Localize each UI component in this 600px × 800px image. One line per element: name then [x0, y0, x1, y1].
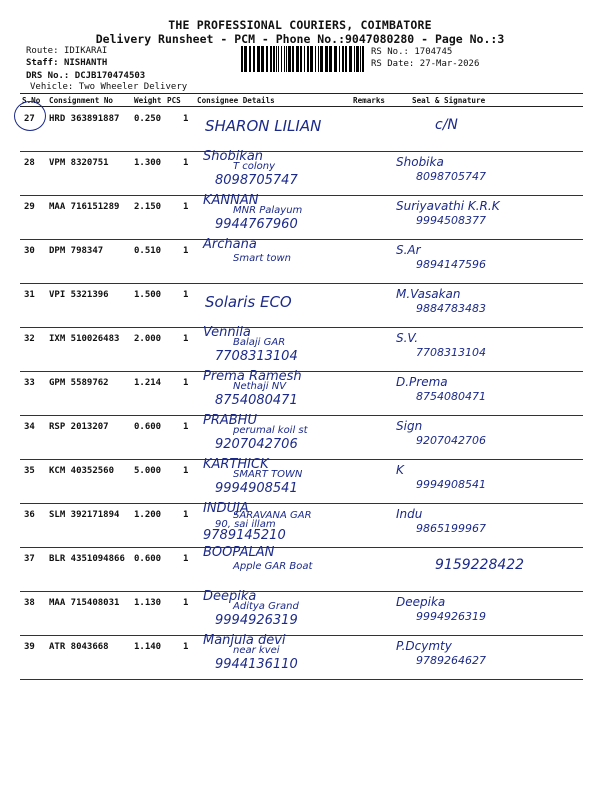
pcs-value: 1 — [183, 334, 189, 344]
vehicle-value: Two Wheeler Delivery — [78, 82, 188, 92]
staff-value: NISHANTH — [63, 58, 108, 68]
consignee-handwriting: Smart town — [233, 253, 291, 264]
consignee-handwriting: KANNAN — [203, 193, 259, 208]
pcs-value: 1 — [183, 598, 189, 608]
consignee-handwriting: T colony — [233, 161, 276, 172]
runsheet-subtitle: Delivery Runsheet - PCM - Phone No.:9047080280 - Page No.:3 — [95, 32, 505, 46]
consignment-number: IXM 510026483 — [49, 334, 120, 344]
header-rule-top — [20, 93, 583, 94]
serial-number: 38 — [24, 598, 35, 608]
table-row — [20, 635, 583, 680]
consignee-handwriting: Manjula devi — [203, 633, 286, 648]
pcs-value: 1 — [183, 378, 189, 388]
consignee-handwriting: Deepika — [203, 589, 257, 604]
serial-number: 29 — [24, 202, 35, 212]
consignee-handwriting: Shobikan — [203, 149, 264, 164]
seal-signature-handwriting: 9159228422 — [435, 557, 525, 573]
seal-signature-handwriting: M.Vasakan — [396, 287, 461, 301]
pcs-value: 1 — [183, 246, 189, 256]
consignee-handwriting: Vennila — [203, 325, 251, 340]
serial-number: 37 — [24, 554, 35, 564]
table-row — [20, 547, 583, 592]
table-row — [20, 591, 583, 636]
consignment-number: MAA 716151289 — [49, 202, 120, 212]
weight-value: 0.600 — [134, 422, 162, 432]
drs-value: DCJB170474503 — [74, 71, 146, 81]
seal-signature-handwriting: 9994926319 — [416, 610, 486, 623]
rs-no-line — [371, 46, 452, 58]
consignment-number: GPM 5589762 — [49, 378, 109, 388]
serial-number: 33 — [24, 378, 35, 388]
table-row — [20, 415, 583, 460]
weight-value: 1.500 — [134, 290, 162, 300]
consignee-handwriting: SMART TOWN — [233, 469, 303, 480]
rs-date-value: 27-Mar-2026 — [419, 59, 480, 69]
consignee-handwriting: KARTHICK — [203, 457, 269, 472]
table-row — [20, 107, 583, 152]
col-pcs: PCS — [167, 96, 181, 105]
seal-signature-handwriting: K — [396, 463, 404, 477]
route-line — [26, 45, 107, 57]
pcs-value: 1 — [183, 642, 189, 652]
drs-label: DRS No.: — [26, 71, 70, 81]
consignee-handwriting: PRABHU — [203, 413, 257, 428]
consignment-number: DPM 798347 — [49, 246, 104, 256]
staff-label: Staff: — [26, 58, 59, 68]
table-row — [20, 195, 583, 240]
weight-value: 1.130 — [134, 598, 162, 608]
consignee-handwriting: SARAVANA GAR — [233, 510, 312, 521]
weight-value: 2.000 — [134, 334, 162, 344]
pcs-value: 1 — [183, 422, 189, 432]
seal-signature-handwriting: Deepika — [396, 595, 446, 609]
weight-value: 2.150 — [134, 202, 162, 212]
consignee-handwriting: 9944767960 — [215, 217, 298, 232]
table-row — [20, 327, 583, 372]
consignee-handwriting: MNR Palayum — [233, 205, 303, 216]
serial-number: 27 — [24, 114, 35, 124]
consignment-number: SLM 392171894 — [49, 510, 120, 520]
consignee-handwriting: Aditya Grand — [233, 601, 299, 612]
barcode-image — [241, 46, 367, 72]
table-row — [20, 283, 583, 328]
pcs-value: 1 — [183, 510, 189, 520]
consignee-handwriting: 7708313104 — [215, 349, 298, 364]
rs-no-value: 1704745 — [414, 47, 453, 57]
consignee-handwriting: Nethaji NV — [233, 381, 287, 392]
consignee-handwriting: 9994908541 — [215, 481, 298, 496]
seal-signature-handwriting: 7708313104 — [416, 346, 486, 359]
table-row — [20, 503, 583, 548]
weight-value: 0.250 — [134, 114, 162, 124]
route-value: IDIKARAI — [63, 46, 108, 56]
consignment-number: ATR 8043668 — [49, 642, 109, 652]
col-weight: Weight — [134, 96, 162, 105]
seal-signature-handwriting: 8098705747 — [416, 170, 486, 183]
serial-number: 28 — [24, 158, 35, 168]
seal-signature-handwriting: D.Prema — [396, 375, 448, 389]
serial-number: 31 — [24, 290, 35, 300]
col-remarks: Remarks — [353, 96, 386, 105]
seal-signature-handwriting: c/N — [435, 117, 458, 133]
route-label: Route: — [26, 46, 59, 56]
runsheet-title: THE PROFESSIONAL COURIERS, COIMBATORE — [168, 18, 432, 32]
seal-signature-handwriting: 9865199967 — [416, 522, 486, 535]
seal-signature-handwriting: Indu — [396, 507, 423, 521]
consignee-handwriting: 9944136110 — [215, 657, 298, 672]
seal-signature-handwriting: Suriyavathi K.R.K — [396, 199, 500, 213]
consignment-number: HRD 363891887 — [49, 114, 120, 124]
seal-signature-handwriting: S.V. — [396, 331, 419, 345]
rs-no-label: RS No.: — [371, 47, 409, 57]
serial-number: 36 — [24, 510, 35, 520]
consignee-handwriting: 9789145210 — [203, 528, 286, 543]
seal-signature-handwriting: 9994908541 — [416, 478, 486, 491]
serial-number: 30 — [24, 246, 35, 256]
pcs-value: 1 — [183, 290, 189, 300]
table-row — [20, 151, 583, 196]
rs-date-label: RS Date: — [371, 59, 415, 69]
consignee-handwriting: Archana — [203, 237, 257, 252]
consignee-handwriting: 8098705747 — [215, 173, 298, 188]
table-row — [20, 239, 583, 284]
seal-signature-handwriting: 9789264627 — [416, 654, 486, 667]
consignee-handwriting: SHARON LILIAN — [205, 117, 322, 135]
consignee-handwriting: BOOPALAN — [203, 545, 275, 560]
weight-value: 1.140 — [134, 642, 162, 652]
consignee-handwriting: 8754080471 — [215, 393, 298, 408]
vehicle-label: Vehicle: — [30, 82, 74, 92]
consignment-number: BLR 4351094866 — [49, 554, 125, 564]
seal-signature-handwriting: Shobika — [396, 155, 444, 169]
consignee-handwriting: INDUJA — [203, 501, 249, 516]
consignee-handwriting: Solaris ECO — [205, 293, 292, 311]
seal-signature-handwriting: 9207042706 — [416, 434, 486, 447]
weight-value: 1.300 — [134, 158, 162, 168]
consignment-number: MAA 715408031 — [49, 598, 120, 608]
seal-signature-handwriting: 9894147596 — [416, 258, 486, 271]
col-sno: S.No — [22, 96, 41, 105]
serial-number: 34 — [24, 422, 35, 432]
weight-value: 0.510 — [134, 246, 162, 256]
weight-value: 0.600 — [134, 554, 162, 564]
seal-signature-handwriting: 9884783483 — [416, 302, 486, 315]
seal-signature-handwriting: 9994508377 — [416, 214, 486, 227]
consignee-handwriting: 9994926319 — [215, 613, 298, 628]
consignee-handwriting: Prema Ramesh — [203, 369, 302, 384]
seal-signature-handwriting: S.Ar — [396, 243, 421, 257]
table-row — [20, 371, 583, 416]
weight-value: 1.200 — [134, 510, 162, 520]
col-consignee: Consignee Details — [197, 96, 275, 105]
serial-number: 32 — [24, 334, 35, 344]
rs-date-line — [371, 58, 479, 70]
pcs-value: 1 — [183, 114, 189, 124]
consignee-handwriting: 90, sai illam — [215, 519, 276, 530]
consignee-handwriting: 9207042706 — [215, 437, 298, 452]
vehicle-line — [30, 81, 187, 93]
handwritten-circle-mark — [14, 101, 46, 131]
consignee-handwriting: Apple GAR Boat — [233, 561, 313, 572]
seal-signature-handwriting: Sign — [396, 419, 423, 433]
seal-signature-handwriting: 8754080471 — [416, 390, 486, 403]
consignment-number: VPM 8320751 — [49, 158, 109, 168]
pcs-value: 1 — [183, 202, 189, 212]
consignee-handwriting: near kvei — [233, 645, 280, 656]
consignment-number: RSP 2013207 — [49, 422, 109, 432]
serial-number: 39 — [24, 642, 35, 652]
pcs-value: 1 — [183, 554, 189, 564]
staff-line — [26, 57, 107, 69]
weight-value: 1.214 — [134, 378, 162, 388]
consignee-handwriting: perumal koil st — [233, 425, 308, 436]
weight-value: 5.000 — [134, 466, 162, 476]
seal-signature-handwriting: P.Dcymty — [396, 639, 452, 653]
consignment-number: KCM 40352560 — [49, 466, 115, 476]
col-consignment: Consignment No — [49, 96, 114, 105]
consignment-number: VPI 5321396 — [49, 290, 109, 300]
table-row — [20, 459, 583, 504]
consignee-handwriting: Balaji GAR — [233, 337, 286, 348]
pcs-value: 1 — [183, 466, 189, 476]
serial-number: 35 — [24, 466, 35, 476]
pcs-value: 1 — [183, 158, 189, 168]
col-seal: Seal & Signature — [412, 96, 486, 105]
